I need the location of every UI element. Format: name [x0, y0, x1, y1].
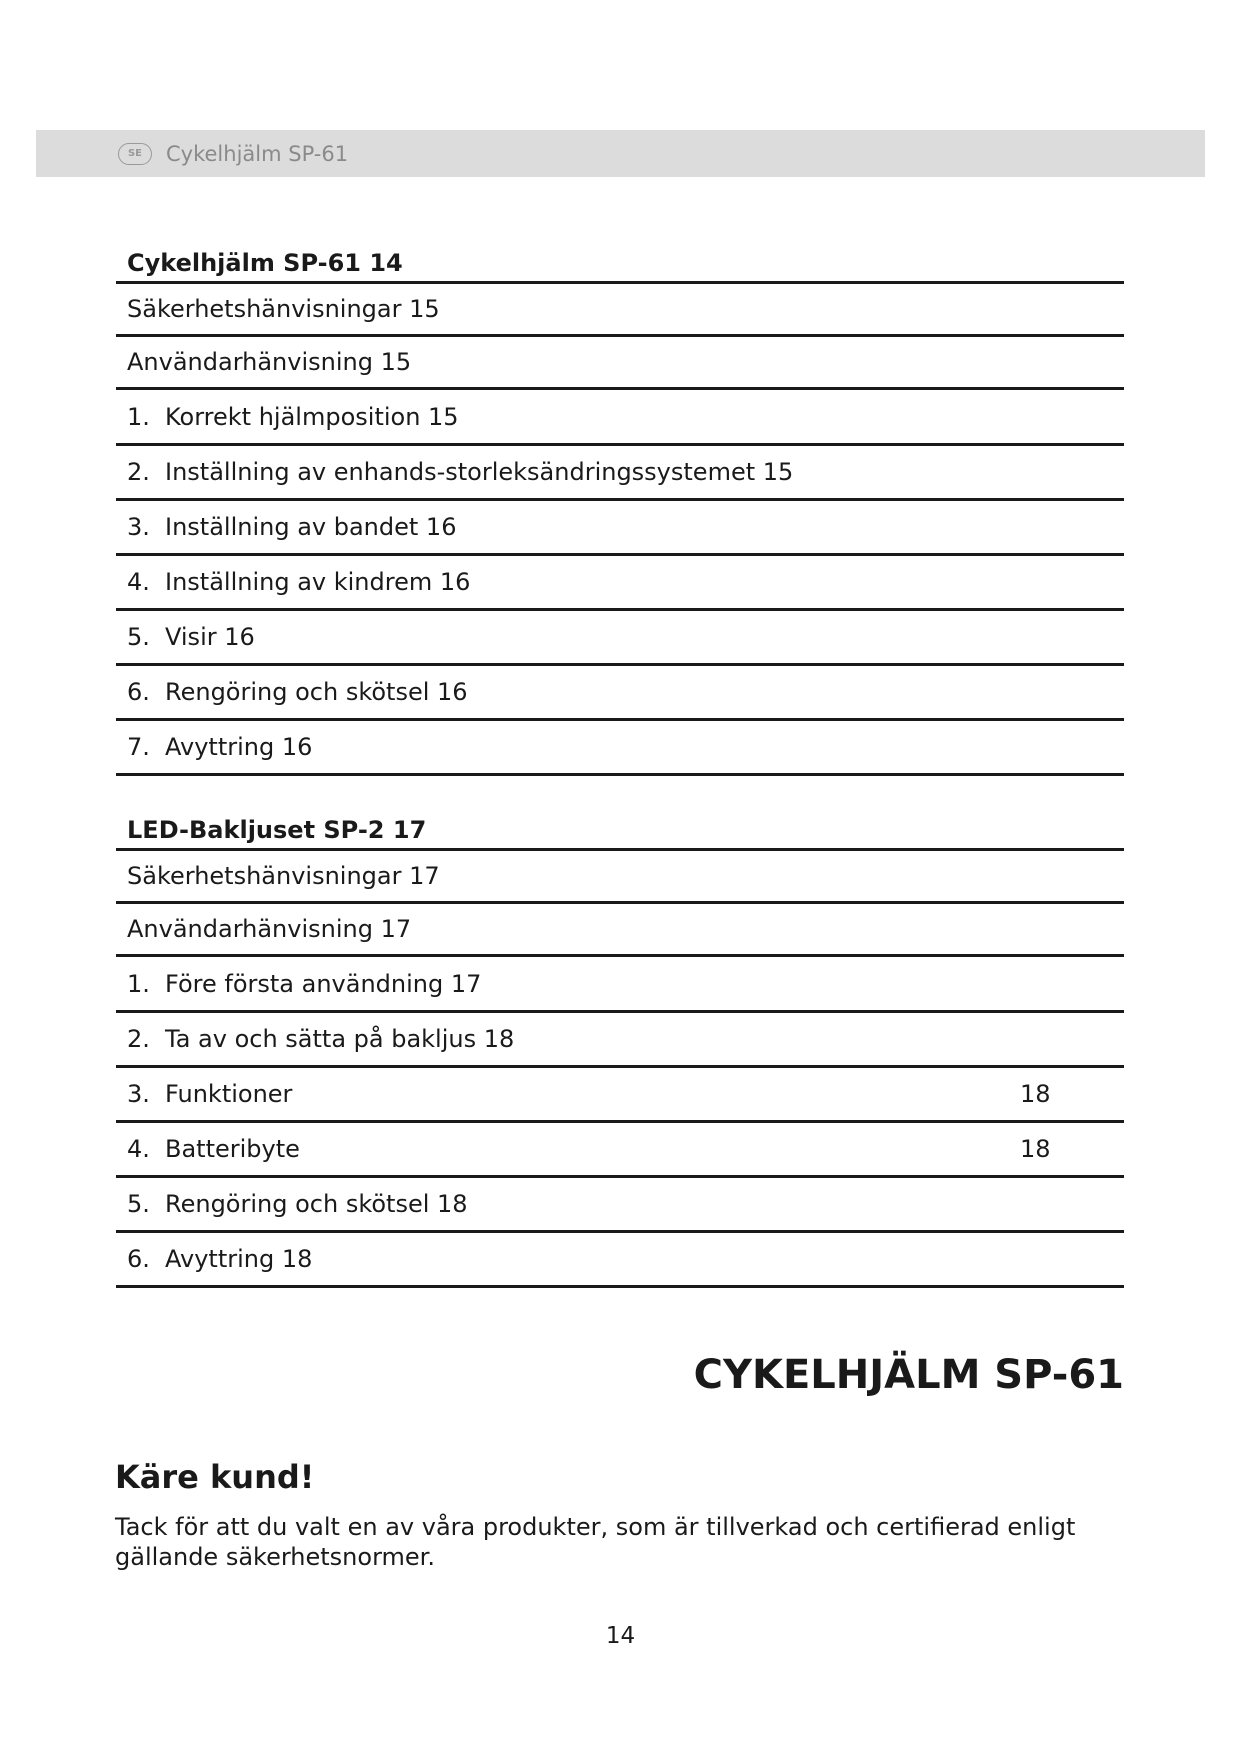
toc-entry — [116, 390, 1124, 446]
toc-entry — [116, 501, 1124, 556]
toc-entry-title: Avyttring 18 — [165, 1245, 313, 1273]
toc-entry-number: 4. — [127, 1135, 150, 1163]
toc-entry-number: 3. — [127, 1080, 150, 1108]
toc-entry-title: Korrekt hjälmposition 15 — [165, 402, 459, 431]
header-title: Cykelhjälm SP-61 — [166, 141, 349, 166]
toc-entry-number: 5. — [127, 623, 150, 651]
toc-entry — [116, 284, 1124, 337]
toc-entry — [116, 1013, 1124, 1068]
toc-section-rear-light — [116, 811, 1124, 1288]
toc-entry-number: 6. — [127, 1245, 150, 1273]
toc-entry-number: 1. — [127, 402, 150, 431]
toc-entry-title: Visir 16 — [165, 623, 255, 651]
toc-entry — [116, 1178, 1124, 1233]
toc-entry-number: 6. — [127, 678, 150, 706]
page-header — [36, 130, 1205, 177]
toc-entry-title: Ta av och sätta på bakljus 18 — [165, 1025, 515, 1053]
toc-entry-number: 7. — [127, 733, 150, 761]
toc-entry-title: Avyttring 16 — [165, 733, 313, 761]
main-title: CYKELHJÄLM SP-61 — [693, 1352, 1124, 1398]
toc-entry — [116, 337, 1124, 390]
greeting-heading: Käre kund! — [115, 1458, 315, 1496]
toc-entry-title: Inställning av bandet 16 — [165, 513, 457, 541]
toc-entry-title: Före första användning 17 — [165, 969, 482, 998]
toc-entry-number: 4. — [127, 568, 150, 596]
toc-entry-title: Rengöring och skötsel 18 — [165, 1190, 468, 1218]
toc-entry — [116, 721, 1124, 776]
toc-entry — [116, 957, 1124, 1013]
toc-entry-number: 2. — [127, 1025, 150, 1053]
toc-entry-title: Säkerhetshänvisningar 17 — [127, 862, 440, 890]
toc-entry-title: Inställning av kindrem 16 — [165, 568, 471, 596]
toc-entry-page: 18 — [1020, 1080, 1051, 1108]
toc-entry — [116, 556, 1124, 611]
intro-paragraph: Tack för att du valt en av våra produkter, som är tillverkad och certifierad enligt gällande säkerhetsnormer. — [115, 1513, 1076, 1571]
language-badge: SE — [118, 143, 152, 165]
toc-entry-title: Säkerhetshänvisningar 15 — [127, 295, 440, 323]
toc-entry — [116, 1123, 1124, 1178]
toc-entry-number: 2. — [127, 458, 150, 486]
toc-entry-title: Användarhänvisning 15 — [127, 348, 412, 376]
toc-entry-title: Funktioner — [165, 1080, 293, 1108]
toc-entry — [116, 1233, 1124, 1288]
toc-entry — [116, 851, 1124, 904]
toc-entry-title: Rengöring och skötsel 16 — [165, 678, 468, 706]
toc-entry-page: 18 — [1020, 1135, 1051, 1163]
toc-entry-title: Inställning av enhands-storleksändringssystemet 15 — [165, 458, 794, 486]
toc-entry — [116, 1068, 1124, 1123]
toc-entry — [116, 904, 1124, 957]
toc-entry — [116, 611, 1124, 666]
page-number: 14 — [605, 1623, 636, 1649]
toc-section-helmet — [116, 244, 1124, 776]
toc-entry-title: Batteribyte — [165, 1135, 300, 1163]
toc-entry-number: 3. — [127, 513, 150, 541]
toc-entry-number: 1. — [127, 969, 150, 998]
toc-entry — [116, 446, 1124, 501]
toc-entry-number: 5. — [127, 1190, 150, 1218]
toc-entry — [116, 666, 1124, 721]
toc-section-heading: LED-Bakljuset SP-2 17 — [116, 811, 1124, 851]
toc-entry-title: Användarhänvisning 17 — [127, 915, 412, 943]
toc-section-heading: Cykelhjälm SP-61 14 — [116, 244, 1124, 284]
